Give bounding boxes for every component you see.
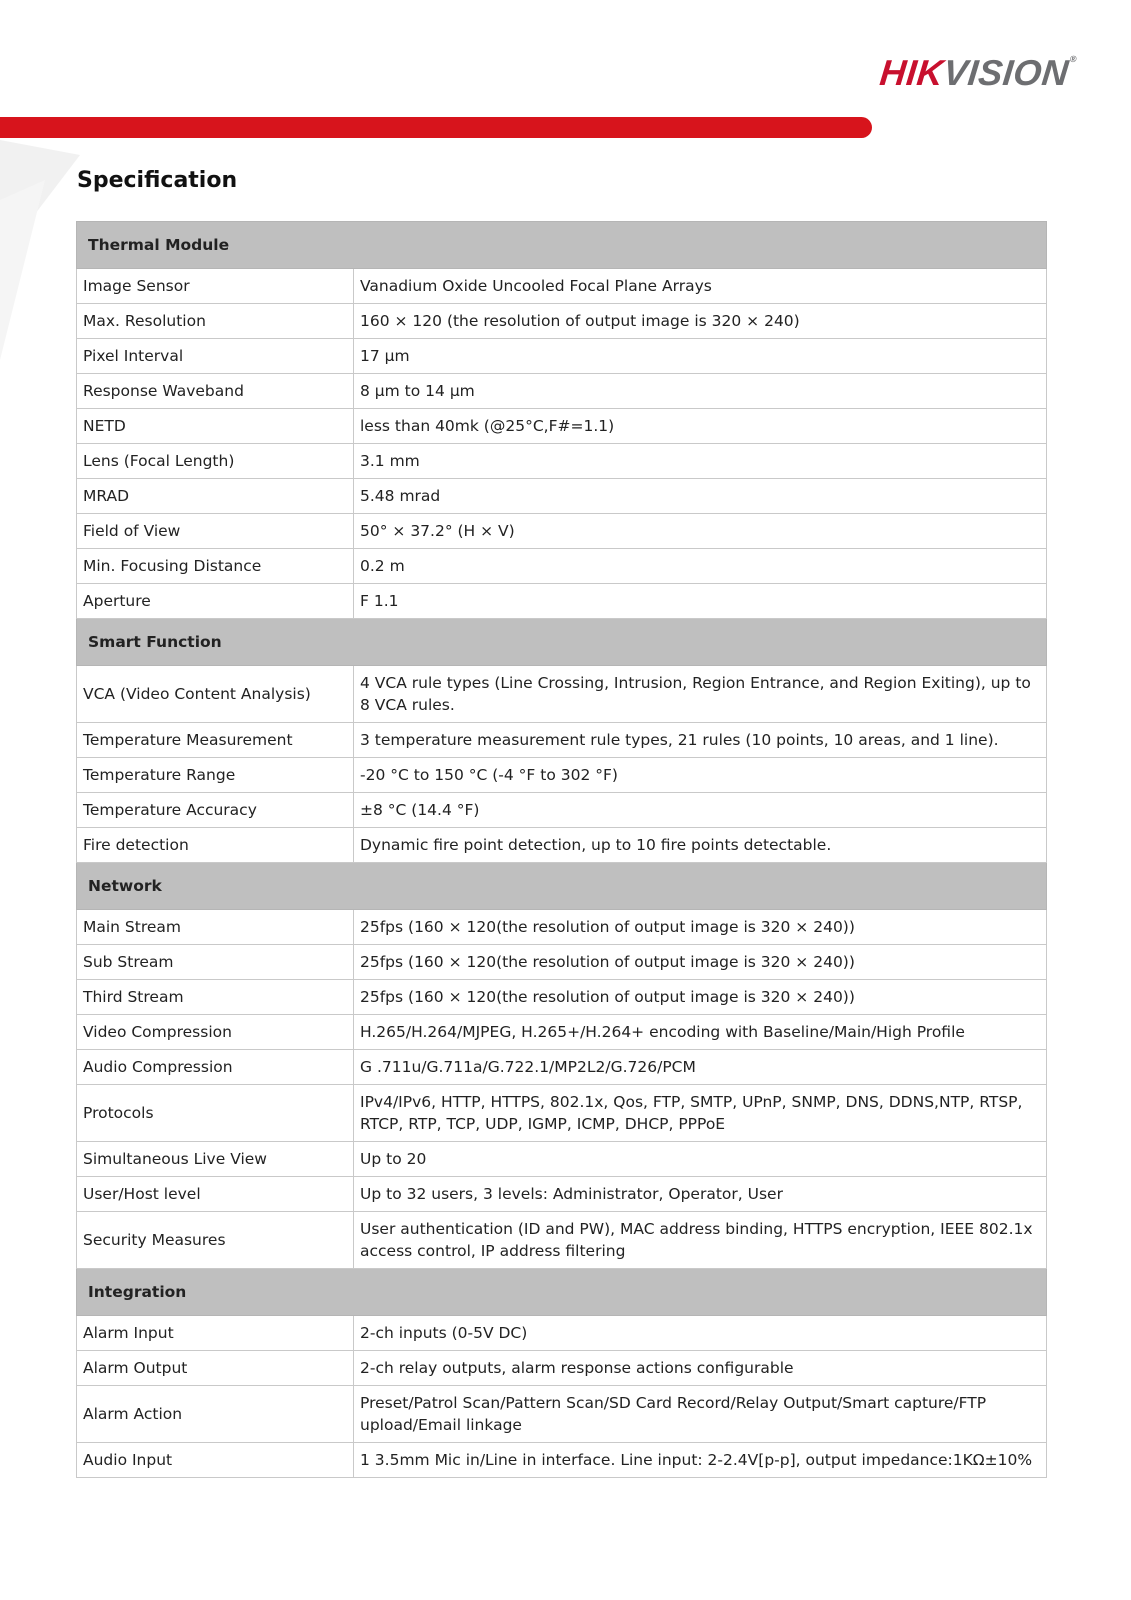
spec-value: Up to 20 [354,1142,1047,1177]
spec-label: Temperature Measurement [77,723,354,758]
spec-label: Audio Compression [77,1050,354,1085]
spec-value: less than 40mk (@25°C,F#=1.1) [354,409,1047,444]
spec-label: Video Compression [77,1015,354,1050]
table-row [77,1015,1047,1050]
table-row [77,409,1047,444]
spec-label: Security Measures [77,1212,354,1269]
section-title: Network [77,863,1047,910]
spec-value: 17 µm [354,339,1047,374]
spec-value: 4 VCA rule types (Line Crossing, Intrusion, Region Entrance, and Region Exiting), up to 8 VCA rules. [354,666,1047,723]
spec-label: VCA (Video Content Analysis) [77,666,354,723]
spec-label: Alarm Input [77,1316,354,1351]
spec-label: MRAD [77,479,354,514]
spec-value: 3 temperature measurement rule types, 21 rules (10 points, 10 areas, and 1 line). [354,723,1047,758]
table-row [77,945,1047,980]
spec-value: IPv4/IPv6, HTTP, HTTPS, 802.1x, Qos, FTP, SMTP, UPnP, SNMP, DNS, DDNS,NTP, RTSP, RTCP, RTP, TCP, UDP, IGMP, ICMP, DHCP, PPPoE [354,1085,1047,1142]
table-row [77,910,1047,945]
table-row [77,444,1047,479]
spec-value: 25fps (160 × 120(the resolution of output image is 320 × 240)) [354,910,1047,945]
brand-logo [878,52,1078,94]
spec-value: -20 °C to 150 °C (-4 °F to 302 °F) [354,758,1047,793]
spec-label: Field of View [77,514,354,549]
spec-label: Simultaneous Live View [77,1142,354,1177]
table-row [77,479,1047,514]
table-row [77,339,1047,374]
table-row [77,1443,1047,1478]
spec-value: ±8 °C (14.4 °F) [354,793,1047,828]
section-title: Smart Function [77,619,1047,666]
table-row [77,666,1047,723]
page-title: Specification [77,168,238,193]
spec-value: 0.2 m [354,549,1047,584]
spec-value: Dynamic fire point detection, up to 10 fire points detectable. [354,828,1047,863]
spec-value: 2-ch inputs (0-5V DC) [354,1316,1047,1351]
spec-value: 8 µm to 14 µm [354,374,1047,409]
spec-label: Temperature Range [77,758,354,793]
table-row [77,304,1047,339]
table-row [77,793,1047,828]
section-header [77,222,1047,269]
section-title: Integration [77,1269,1047,1316]
header-red-bar [0,117,872,138]
table-row [77,549,1047,584]
spec-value: Up to 32 users, 3 levels: Administrator, Operator, User [354,1177,1047,1212]
spec-value: Vanadium Oxide Uncooled Focal Plane Arrays [354,269,1047,304]
spec-value: 160 × 120 (the resolution of output image is 320 × 240) [354,304,1047,339]
section-header [77,619,1047,666]
brand-logo-part1: HIK [878,52,947,93]
spec-label: Image Sensor [77,269,354,304]
table-row [77,584,1047,619]
table-row [77,374,1047,409]
table-row [77,1085,1047,1142]
spec-label: Main Stream [77,910,354,945]
section-header [77,1269,1047,1316]
spec-value: User authentication (ID and PW), MAC address binding, HTTPS encryption, IEEE 802.1x access control, IP address filtering [354,1212,1047,1269]
spec-label: Response Waveband [77,374,354,409]
spec-value: 3.1 mm [354,444,1047,479]
spec-value: 1 3.5mm Mic in/Line in interface. Line input: 2-2.4V[p-p], output impedance:1KΩ±10% [354,1443,1047,1478]
spec-label: Audio Input [77,1443,354,1478]
section-header [77,863,1047,910]
registered-mark: ® [1069,54,1078,64]
table-row [77,269,1047,304]
table-row [77,1177,1047,1212]
spec-value: Preset/Patrol Scan/Pattern Scan/SD Card Record/Relay Output/Smart capture/FTP upload/Email linkage [354,1386,1047,1443]
spec-value: 2-ch relay outputs, alarm response actions configurable [354,1351,1047,1386]
table-row [77,1142,1047,1177]
table-row [77,514,1047,549]
table-row [77,1050,1047,1085]
table-row [77,1316,1047,1351]
section-title: Thermal Module [77,222,1047,269]
spec-label: Protocols [77,1085,354,1142]
spec-value: H.265/H.264/MJPEG, H.265+/H.264+ encoding with Baseline/Main/High Profile [354,1015,1047,1050]
spec-label: Max. Resolution [77,304,354,339]
brand-logo-part2: VISION [941,52,1072,93]
spec-label: Third Stream [77,980,354,1015]
spec-value: F 1.1 [354,584,1047,619]
spec-label: Fire detection [77,828,354,863]
table-row [77,980,1047,1015]
spec-value: 50° × 37.2° (H × V) [354,514,1047,549]
spec-label: Alarm Output [77,1351,354,1386]
spec-label: Sub Stream [77,945,354,980]
spec-value: 25fps (160 × 120(the resolution of output image is 320 × 240)) [354,945,1047,980]
spec-value: 5.48 mrad [354,479,1047,514]
table-row [77,723,1047,758]
spec-label: Lens (Focal Length) [77,444,354,479]
spec-label: Temperature Accuracy [77,793,354,828]
spec-label: Alarm Action [77,1386,354,1443]
table-row [77,1386,1047,1443]
table-row [77,1351,1047,1386]
table-row [77,828,1047,863]
spec-label: Pixel Interval [77,339,354,374]
spec-label: Min. Focusing Distance [77,549,354,584]
spec-label: NETD [77,409,354,444]
table-row [77,758,1047,793]
spec-value: G .711u/G.711a/G.722.1/MP2L2/G.726/PCM [354,1050,1047,1085]
spec-label: User/Host level [77,1177,354,1212]
spec-value: 25fps (160 × 120(the resolution of output image is 320 × 240)) [354,980,1047,1015]
table-row [77,1212,1047,1269]
spec-table [76,221,1047,1478]
spec-label: Aperture [77,584,354,619]
